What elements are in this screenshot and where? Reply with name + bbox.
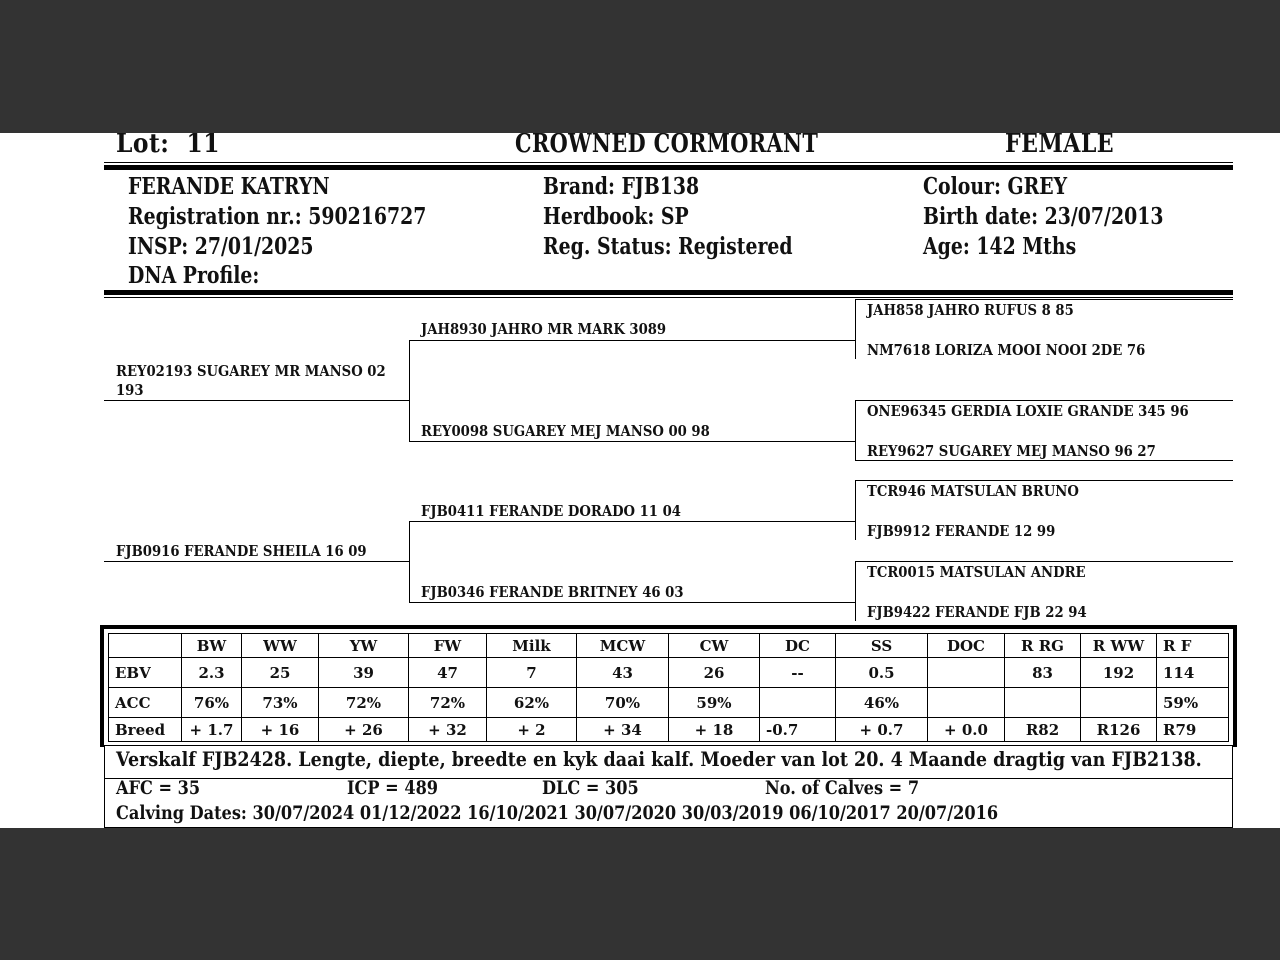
ebv-column-header: YW — [319, 634, 409, 658]
pedigree-ggp-1: JAH858 JAHRO RUFUS 8 85 — [867, 301, 1074, 319]
ebv-corner-cell — [109, 634, 182, 658]
ggp-bracket-2 — [855, 400, 856, 460]
info-rule-thin — [104, 297, 1233, 298]
animal-name: CROWNED CORMORANT — [515, 133, 819, 159]
lot-sheet — [0, 133, 1280, 828]
inspection-date: INSP: 27/01/2025 — [128, 233, 314, 260]
ebv-cell — [760, 688, 836, 718]
ebv-cell: + 1.7 — [182, 718, 242, 742]
registration-number: Registration nr.: 590216727 — [128, 203, 427, 230]
age: Age: 142 Mths — [923, 233, 1077, 260]
breeder-name: FERANDE KATRYN — [128, 173, 330, 200]
ggp-bracket-1 — [855, 299, 856, 359]
dna-profile: DNA Profile: — [128, 262, 260, 289]
ebv-column-header: DOC — [928, 634, 1005, 658]
dlc: DLC = 305 — [542, 777, 639, 799]
ebv-table-frame — [100, 625, 1237, 747]
ebv-cell: 62% — [487, 688, 577, 718]
ggp-line-7 — [855, 561, 1233, 562]
ebv-row-label: Breed — [109, 718, 182, 742]
pedigree-dam-sire: FJB0411 FERANDE DORADO 11 04 — [421, 502, 681, 520]
ebv-row-ebv — [109, 658, 1229, 688]
ebv-cell — [1005, 688, 1081, 718]
ebv-column-header: WW — [242, 634, 319, 658]
ebv-cell: 43 — [577, 658, 669, 688]
header-rule-thin — [104, 162, 1233, 163]
ebv-cell: 39 — [319, 658, 409, 688]
ebv-cell: 46% — [836, 688, 928, 718]
info-rule-thick — [104, 290, 1233, 295]
lot-label: Lot: 11 — [116, 133, 220, 159]
ebv-column-header: CW — [669, 634, 760, 658]
sire-dam-line — [409, 441, 855, 442]
pedigree-ggp-3: ONE96345 GERDIA LOXIE GRANDE 345 96 — [867, 402, 1189, 420]
ebv-cell: + 0.7 — [836, 718, 928, 742]
ebv-cell: 83 — [1005, 658, 1081, 688]
ebv-cell: + 32 — [409, 718, 487, 742]
ebv-cell: + 16 — [242, 718, 319, 742]
pedigree-sire-sire: JAH8930 JAHRO MR MARK 3089 — [421, 320, 667, 338]
herdbook: Herdbook: SP — [543, 203, 689, 230]
ebv-cell: + 34 — [577, 718, 669, 742]
ebv-column-header: BW — [182, 634, 242, 658]
ebv-column-header: R WW — [1081, 634, 1157, 658]
ebv-cell: 76% — [182, 688, 242, 718]
ebv-cell: -0.7 — [760, 718, 836, 742]
ebv-cell: R82 — [1005, 718, 1081, 742]
ebv-column-header: MCW — [577, 634, 669, 658]
calving-dates: Calving Dates: 30/07/2024 01/12/2022 16/10/2021 30/07/2020 30/03/2019 06/10/2017 20/07/2016 — [116, 802, 999, 824]
ebv-cell: 73% — [242, 688, 319, 718]
pedigree-ggp-2: NM7618 LORIZA MOOI NOOI 2DE 76 — [867, 341, 1146, 359]
ebv-row-label: EBV — [109, 658, 182, 688]
ebv-cell: R79 — [1157, 718, 1229, 742]
ebv-column-header: DC — [760, 634, 836, 658]
sire-sire-line — [409, 340, 855, 341]
pedigree-sire: REY02193 SUGAREY MR MANSO 02 193 — [116, 362, 386, 399]
animal-sex: FEMALE — [1005, 133, 1115, 159]
ebv-cell: 192 — [1081, 658, 1157, 688]
ggp-bracket-3 — [855, 480, 856, 540]
ebv-column-header: R RG — [1005, 634, 1081, 658]
ebv-cell: 7 — [487, 658, 577, 688]
pedigree-ggp-4: REY9627 SUGAREY MEJ MANSO 96 27 — [867, 442, 1156, 460]
number-of-calves: No. of Calves = 7 — [765, 777, 920, 799]
ebv-cell — [928, 658, 1005, 688]
ebv-cell: 47 — [409, 658, 487, 688]
sire-line — [104, 400, 409, 401]
ebv-column-header: Milk — [487, 634, 577, 658]
afc: AFC = 35 — [116, 777, 201, 799]
ebv-column-header: FW — [409, 634, 487, 658]
ebv-row-acc — [109, 688, 1229, 718]
dam-bracket — [409, 521, 410, 603]
ggp-bracket-4 — [855, 561, 856, 621]
ebv-column-header: SS — [836, 634, 928, 658]
pedigree-dam-dam: FJB0346 FERANDE BRITNEY 46 03 — [421, 583, 684, 601]
brand: Brand: FJB138 — [543, 173, 700, 200]
ggp-line-4 — [855, 460, 1233, 461]
ebv-cell: 114 — [1157, 658, 1229, 688]
pedigree-ggp-5: TCR946 MATSULAN BRUNO — [867, 482, 1079, 500]
ebv-column-header: R F — [1157, 634, 1229, 658]
ebv-cell: + 26 — [319, 718, 409, 742]
dam-dam-line — [409, 602, 855, 603]
ggp-line-3 — [855, 400, 1233, 401]
ebv-cell: -- — [760, 658, 836, 688]
ebv-row-breed — [109, 718, 1229, 742]
dam-sire-line — [409, 521, 855, 522]
ebv-cell: + 2 — [487, 718, 577, 742]
ebv-cell — [928, 688, 1005, 718]
ebv-cell: 59% — [669, 688, 760, 718]
ebv-header-row — [109, 634, 1229, 658]
ebv-cell — [1081, 688, 1157, 718]
pedigree-dam: FJB0916 FERANDE SHEILA 16 09 — [116, 542, 367, 560]
pedigree-ggp-6: FJB9912 FERANDE 12 99 — [867, 522, 1056, 540]
ebv-cell: 0.5 — [836, 658, 928, 688]
birth-date: Birth date: 23/07/2013 — [923, 203, 1164, 230]
ebv-cell: + 0.0 — [928, 718, 1005, 742]
dam-line — [104, 561, 409, 562]
remarks: Verskalf FJB2428. Lengte, diepte, breedte en kyk daai kalf. Moeder van lot 20. 4 Maande dragtig van FJB2138. — [116, 747, 1202, 771]
ebv-cell: 25 — [242, 658, 319, 688]
ebv-row-label: ACC — [109, 688, 182, 718]
ebv-cell: 72% — [409, 688, 487, 718]
ebv-cell: 72% — [319, 688, 409, 718]
ebv-table — [108, 633, 1229, 742]
ebv-cell: R126 — [1081, 718, 1157, 742]
ebv-cell: 26 — [669, 658, 760, 688]
pedigree-sire-dam: REY0098 SUGAREY MEJ MANSO 00 98 — [421, 422, 710, 440]
ebv-cell: 59% — [1157, 688, 1229, 718]
ggp-line-5 — [855, 480, 1233, 481]
header-rule-thick — [104, 165, 1233, 170]
sire-bracket — [409, 340, 410, 441]
icp: ICP = 489 — [347, 777, 439, 799]
ebv-cell: + 18 — [669, 718, 760, 742]
ggp-line-1 — [855, 299, 1233, 300]
reg-status: Reg. Status: Registered — [543, 233, 793, 260]
colour: Colour: GREY — [923, 173, 1068, 200]
pedigree-ggp-8: FJB9422 FERANDE FJB 22 94 — [867, 603, 1087, 621]
ebv-cell: 2.3 — [182, 658, 242, 688]
pedigree-ggp-7: TCR0015 MATSULAN ANDRE — [867, 563, 1086, 581]
ebv-cell: 70% — [577, 688, 669, 718]
